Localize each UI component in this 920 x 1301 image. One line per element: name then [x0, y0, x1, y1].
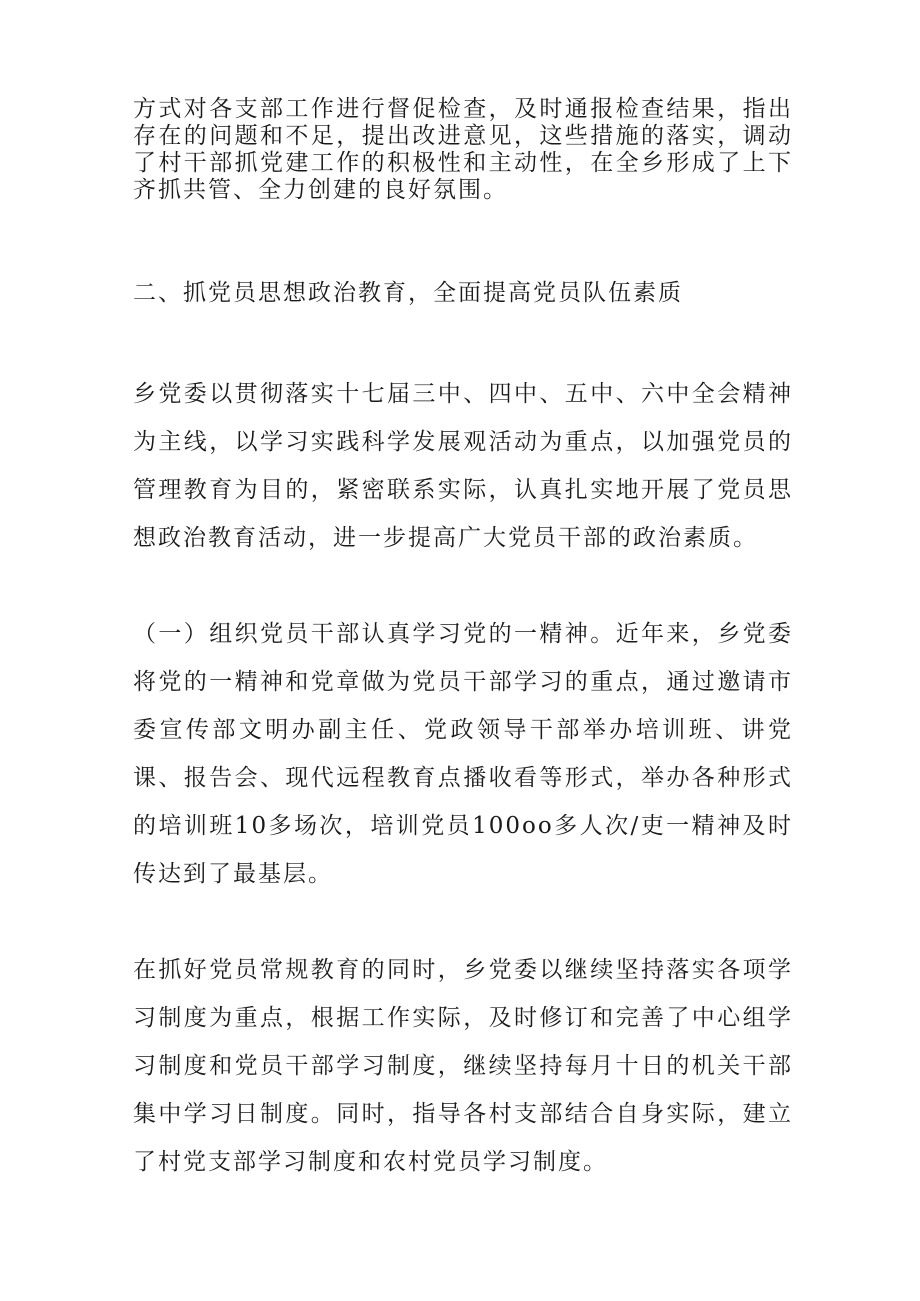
document-body	[133, 96, 793, 1186]
paragraph-inspection-summary: 方式对各支部工作进行督促检查，及时通报检查结果，指出存在的问题和不足，提出改进意见，这些措施的落实，调动了村干部抓党建工作的积极性和主动性，在全乡形成了上下齐抓共管、全力创建的良好氛围。	[133, 96, 793, 203]
paragraph-organize-study: （一）组织党员干部认真学习党的一精神。近年来，乡党委将党的一精神和党章做为党员干部学习的重点，通过邀请市委宣传部文明办副主任、党政领导干部举办培训班、讲党课、报告会、现代远程教育点播收看等形式，举办各种形式的培训班10多场次，培训党员100oo多人次/吏一精神及时传达到了最基层。	[133, 621, 793, 887]
paragraph-study-system: 在抓好党员常规教育的同时，乡党委以继续坚持落实各项学习制度为重点，根据工作实际，及时修订和完善了中心组学习制度和党员干部学习制度，继续坚持每月十日的机关干部集中学习日制度。同时，指导各村支部结合自身实际，建立了村党支部学习制度和农村党员学习制度。	[133, 957, 793, 1175]
section-heading-education: 二、抓党员思想政治教育，全面提高党员队伍素质	[133, 280, 683, 306]
paragraph-education-overview: 乡党委以贯彻落实十七届三中、四中、五中、六中全会精神为主线，以学习实践科学发展观活动为重点，以加强党员的管理教育为目的，紧密联系实际，认真扎实地开展了党员思想政治教育活动，进一步提高广大党员干部的政治素质。	[133, 381, 793, 551]
